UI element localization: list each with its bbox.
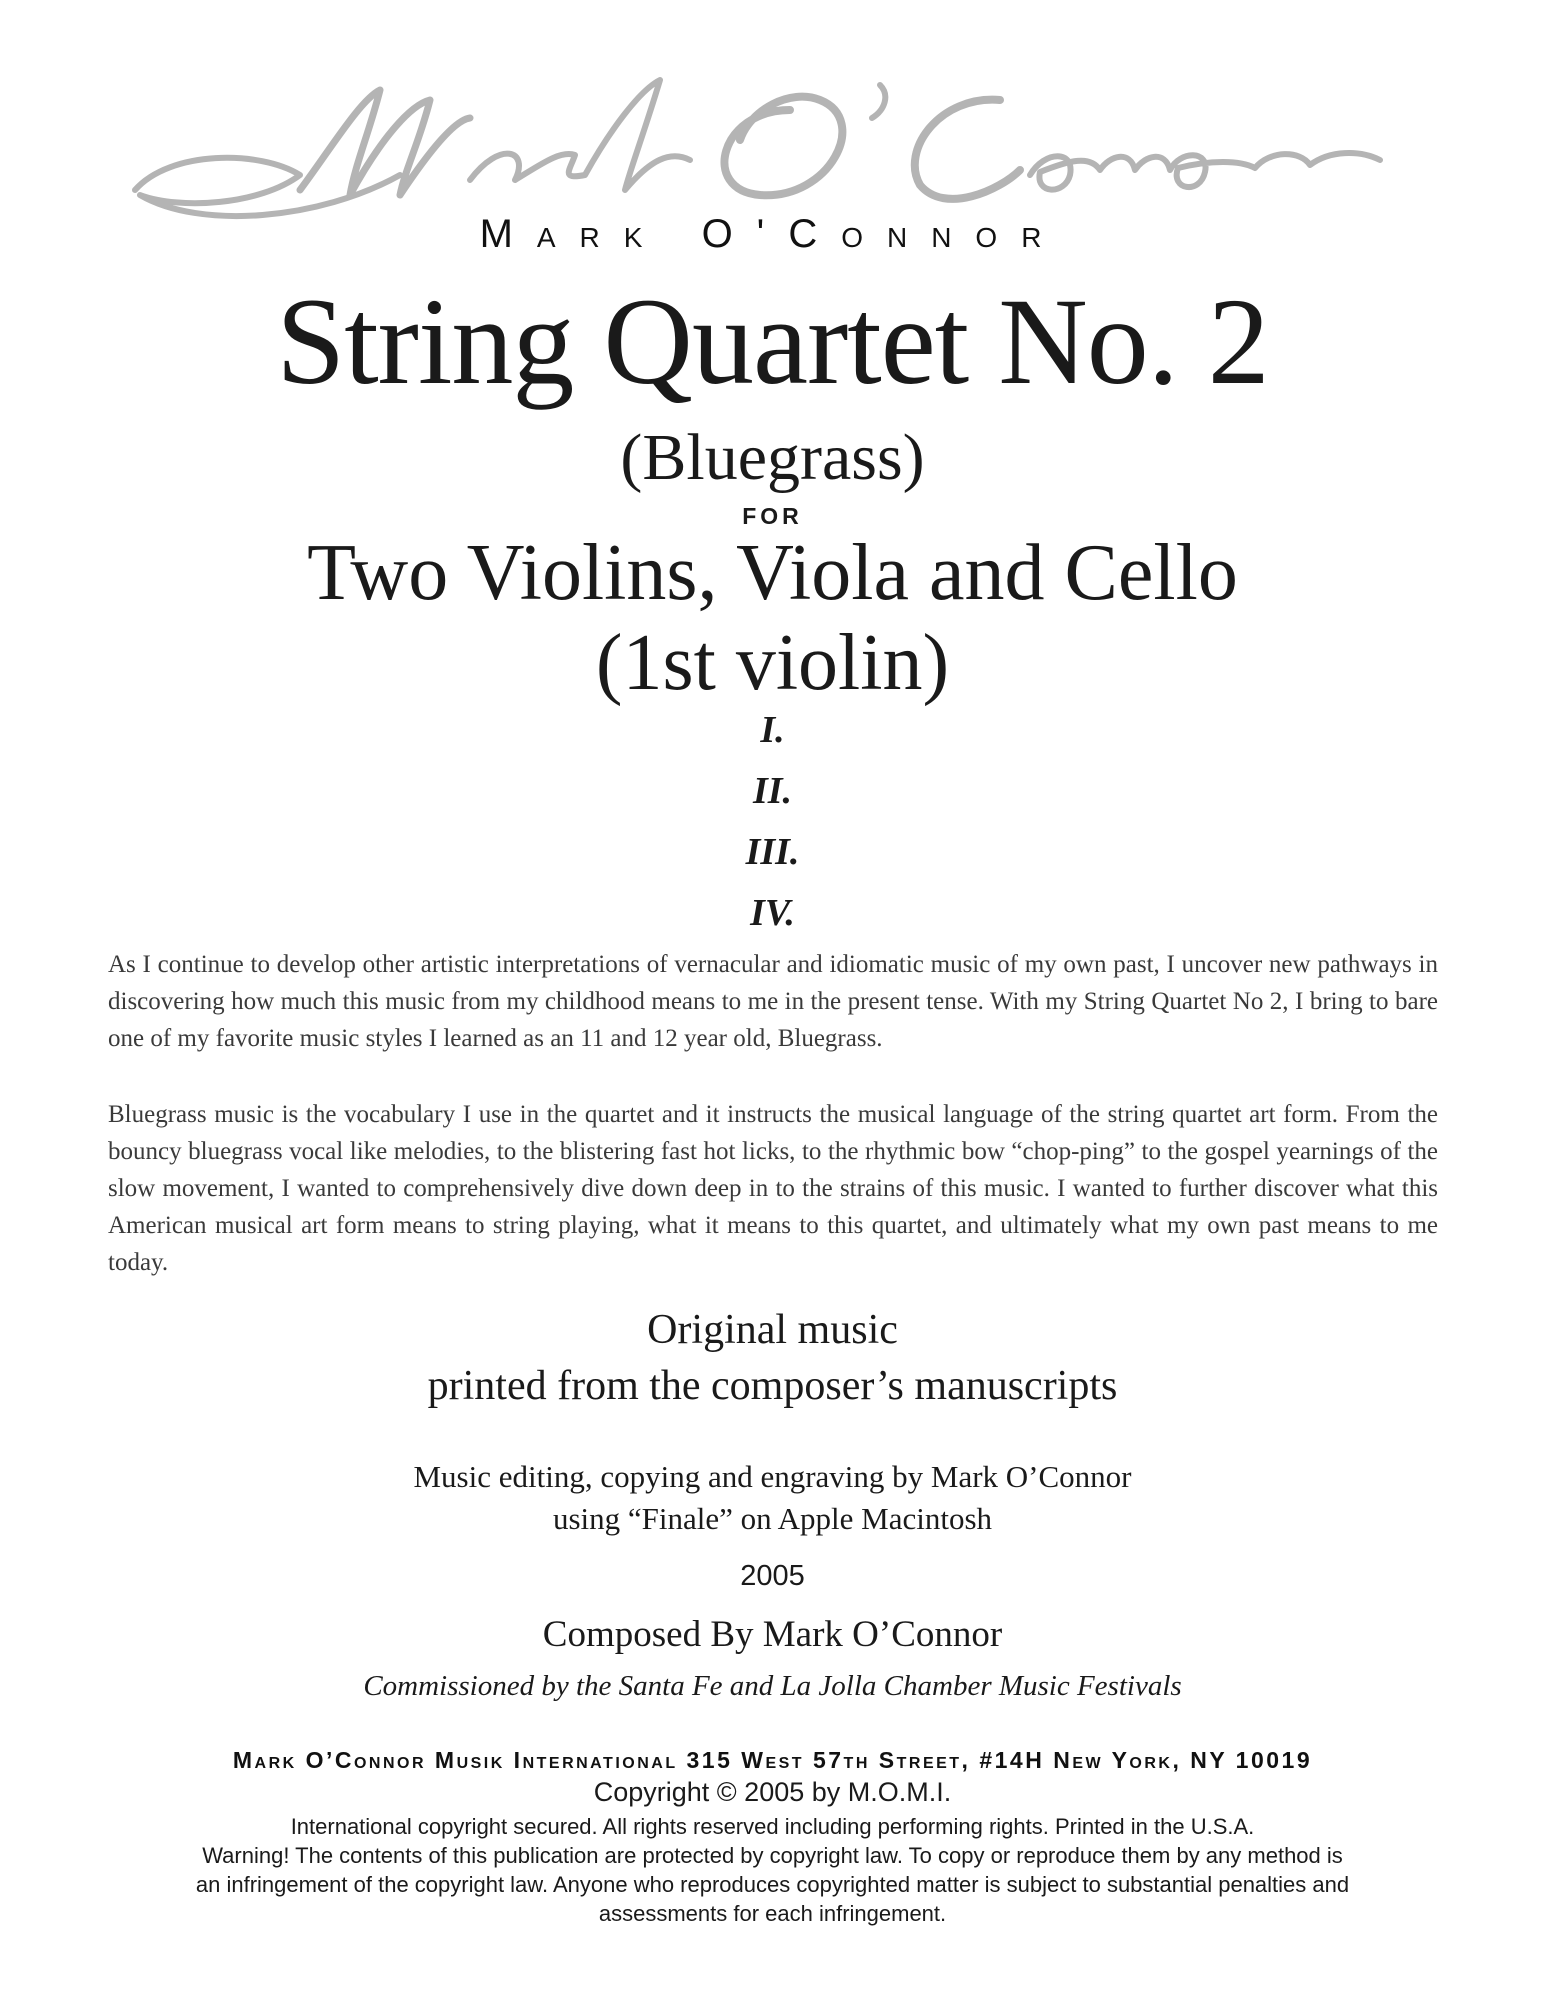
signature-letter-o	[724, 97, 842, 196]
legal-line: an infringement of the copyright law. Anyone who reproduces copyrighted matter is subject to substantial penalties and	[195, 1872, 1350, 1897]
for-label: FOR	[742, 503, 803, 529]
composer-name: Mark O'Connor	[479, 212, 1066, 256]
program-note-paragraph: Bluegrass music is the vocabulary I use in the quartet and it instructs the musical language of the string quartet art form. From the bouncy bluegrass vocal like melodies, to the blistering fast hot licks, to the rhythmic bow “chop-ping” to the gospel yearnings of the slow movement, I wanted to comprehensively dive down deep in to the strains of this music. I wanted to further discover what this American musical art form means to string playing, what it means to this quartet, and ultimately what my own past means to me today.	[108, 1101, 1438, 1276]
program-note-paragraph: As I continue to develop other artistic interpretations of vernacular and idiomatic music of my own past, I uncover new pathways in discovering how much this music from my childhood means to me in the present tense. With my String Quartet No 2, I bring to bare one of my favorite music styles I learned as an 11 and 12 year old, Bluegrass.	[108, 951, 1438, 1052]
legal-line: Warning! The contents of this publication are protected by copyright law. To copy or reproduce them by any method is	[202, 1843, 1343, 1868]
movement-item: III.	[745, 831, 800, 873]
manuscripts-line: printed from the composer’s manuscripts	[427, 1363, 1118, 1409]
composed-by: Composed By Mark O’Connor	[542, 1614, 1003, 1655]
legal-line: International copyright secured. All rights reserved including performing rights. Printed in the U.S.A.	[290, 1814, 1255, 1839]
signature-letters-ark	[470, 80, 690, 190]
legal-notice	[0, 1812, 1545, 1928]
work-title: String Quartet No. 2	[276, 273, 1269, 410]
editing-credit: Music editing, copying and engraving by Mark O’Connor	[413, 1459, 1132, 1494]
signature-letters-onnor	[1030, 153, 1380, 190]
commission-credit: Commissioned by the Santa Fe and La Jolla Chamber Music Festivals	[363, 1670, 1182, 1702]
year: 2005	[740, 1560, 805, 1592]
movement-item: II.	[752, 770, 793, 812]
signature-letter-m	[300, 90, 470, 195]
movement-list	[0, 700, 1545, 944]
legal-line: assessments for each infringement.	[598, 1901, 947, 1926]
signature-apostrophe	[872, 85, 885, 118]
signature-letter-c	[915, 100, 1020, 199]
copyright-notice: Copyright © 2005 by M.O.M.I.	[593, 1777, 952, 1807]
software-credit: using “Finale” on Apple Macintosh	[552, 1501, 993, 1536]
movement-item: I.	[760, 709, 785, 751]
instrumentation: Two Violins, Viola and Cello	[307, 529, 1238, 617]
movement-item: IV.	[750, 892, 795, 934]
publisher-address: Mark O’Connor Musik International 315 West 57th Street, #14H New York, NY 10019	[232, 1747, 1313, 1773]
original-music-line: Original music	[647, 1307, 898, 1353]
part-name: (1st violin)	[595, 619, 950, 707]
work-subtitle: (Bluegrass)	[620, 421, 925, 494]
